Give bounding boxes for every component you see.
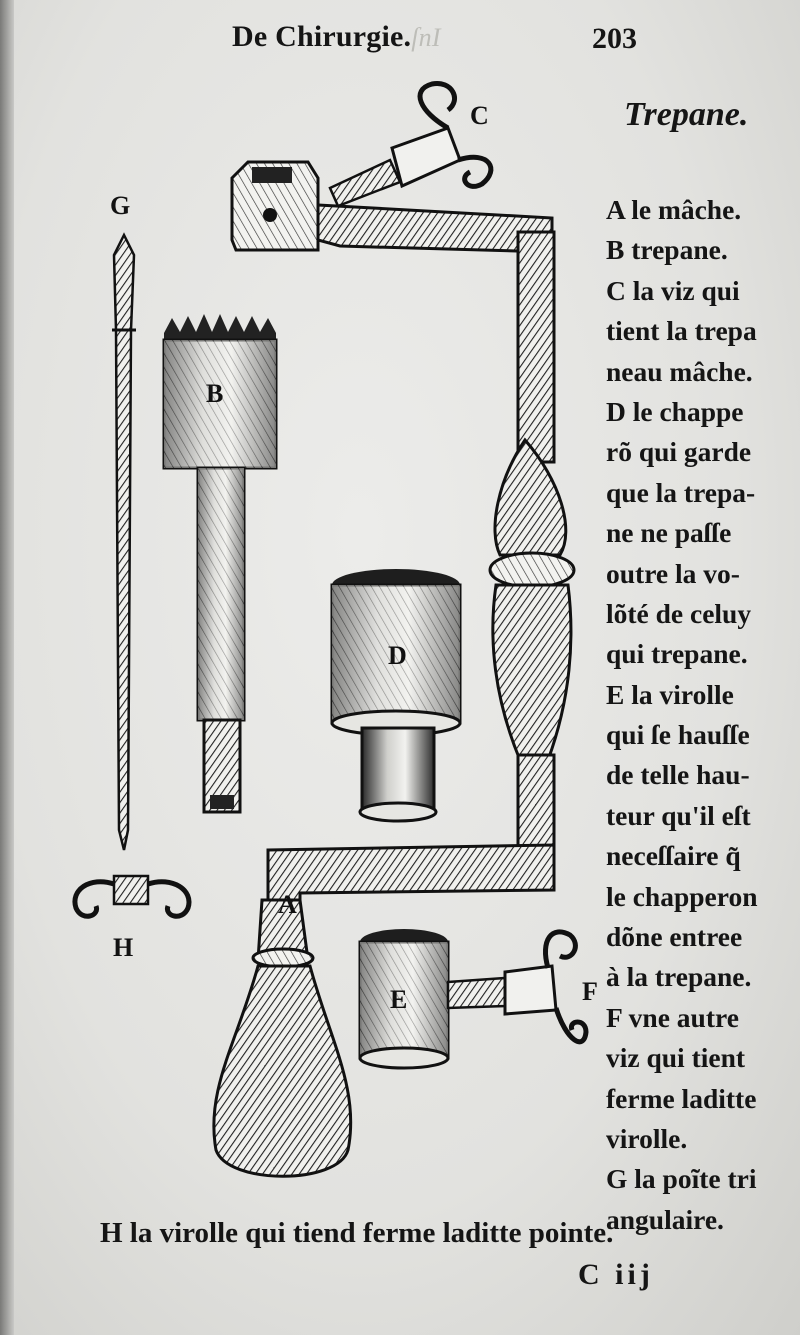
- label-b: B: [206, 379, 224, 408]
- legend-line: rõ qui garde: [606, 436, 752, 468]
- legend-line: ferme laditte: [606, 1082, 757, 1114]
- label-d: D: [388, 641, 407, 670]
- legend-line: de telle hau-: [606, 759, 750, 791]
- legend-line: outre la vo-: [606, 557, 740, 589]
- legend-line: F vne autre: [606, 1001, 739, 1033]
- legend-line: tient la trepa: [606, 315, 757, 347]
- legend-line: E la virolle: [606, 678, 734, 710]
- legend-line: lõté de celuy: [606, 597, 752, 629]
- page-number: 203: [592, 22, 637, 55]
- screw-c: [330, 83, 491, 206]
- label-a: A: [278, 890, 297, 919]
- legend-line: qui trepane.: [606, 638, 748, 670]
- caption-h-line: H la virolle qui tiend ferme laditte pointe.: [100, 1217, 614, 1249]
- label-h: H: [113, 933, 134, 962]
- chapperon-d: [332, 569, 460, 821]
- screw-f: [448, 932, 586, 1042]
- legend-line: à la trepane.: [606, 961, 752, 993]
- legend-line: G la poĩte tri: [606, 1163, 757, 1195]
- label-g: G: [110, 191, 131, 220]
- legend-line: viz qui tient: [606, 1042, 746, 1074]
- bleed-through-text: ſnI: [411, 23, 441, 52]
- legend-line: teur qu'il eſt: [606, 799, 751, 831]
- legend-line: dõne entree: [606, 921, 743, 953]
- triangular-point-g: [112, 235, 136, 850]
- legend-line: virolle.: [606, 1122, 688, 1154]
- legend-line: A le mâche.: [606, 194, 742, 225]
- label-c: C: [470, 101, 489, 130]
- legend-line: neau mâche.: [606, 355, 753, 387]
- legend-line: D le chappe: [606, 395, 744, 427]
- legend-line: B trepane.: [606, 234, 728, 266]
- label-e: E: [390, 985, 408, 1014]
- legend-line: qui ſe hauſſe: [606, 719, 750, 751]
- virolle-h: [75, 876, 189, 916]
- legend-line: que la trepa-: [606, 476, 756, 508]
- figure-legend: [606, 190, 798, 1240]
- legend-line: angulaire.: [606, 1203, 724, 1235]
- legend-line: ne ne paſſe: [606, 517, 732, 549]
- signature-mark: C iij: [578, 1258, 654, 1291]
- running-head-title: De Chirurgie.: [232, 20, 412, 53]
- legend-line: C la viz qui: [606, 274, 740, 306]
- label-f: F: [582, 977, 598, 1006]
- legend-line: le chapperon: [606, 880, 758, 912]
- margin-title: Trepane.: [624, 96, 749, 133]
- legend-line: neceſſaire q̃: [606, 840, 741, 872]
